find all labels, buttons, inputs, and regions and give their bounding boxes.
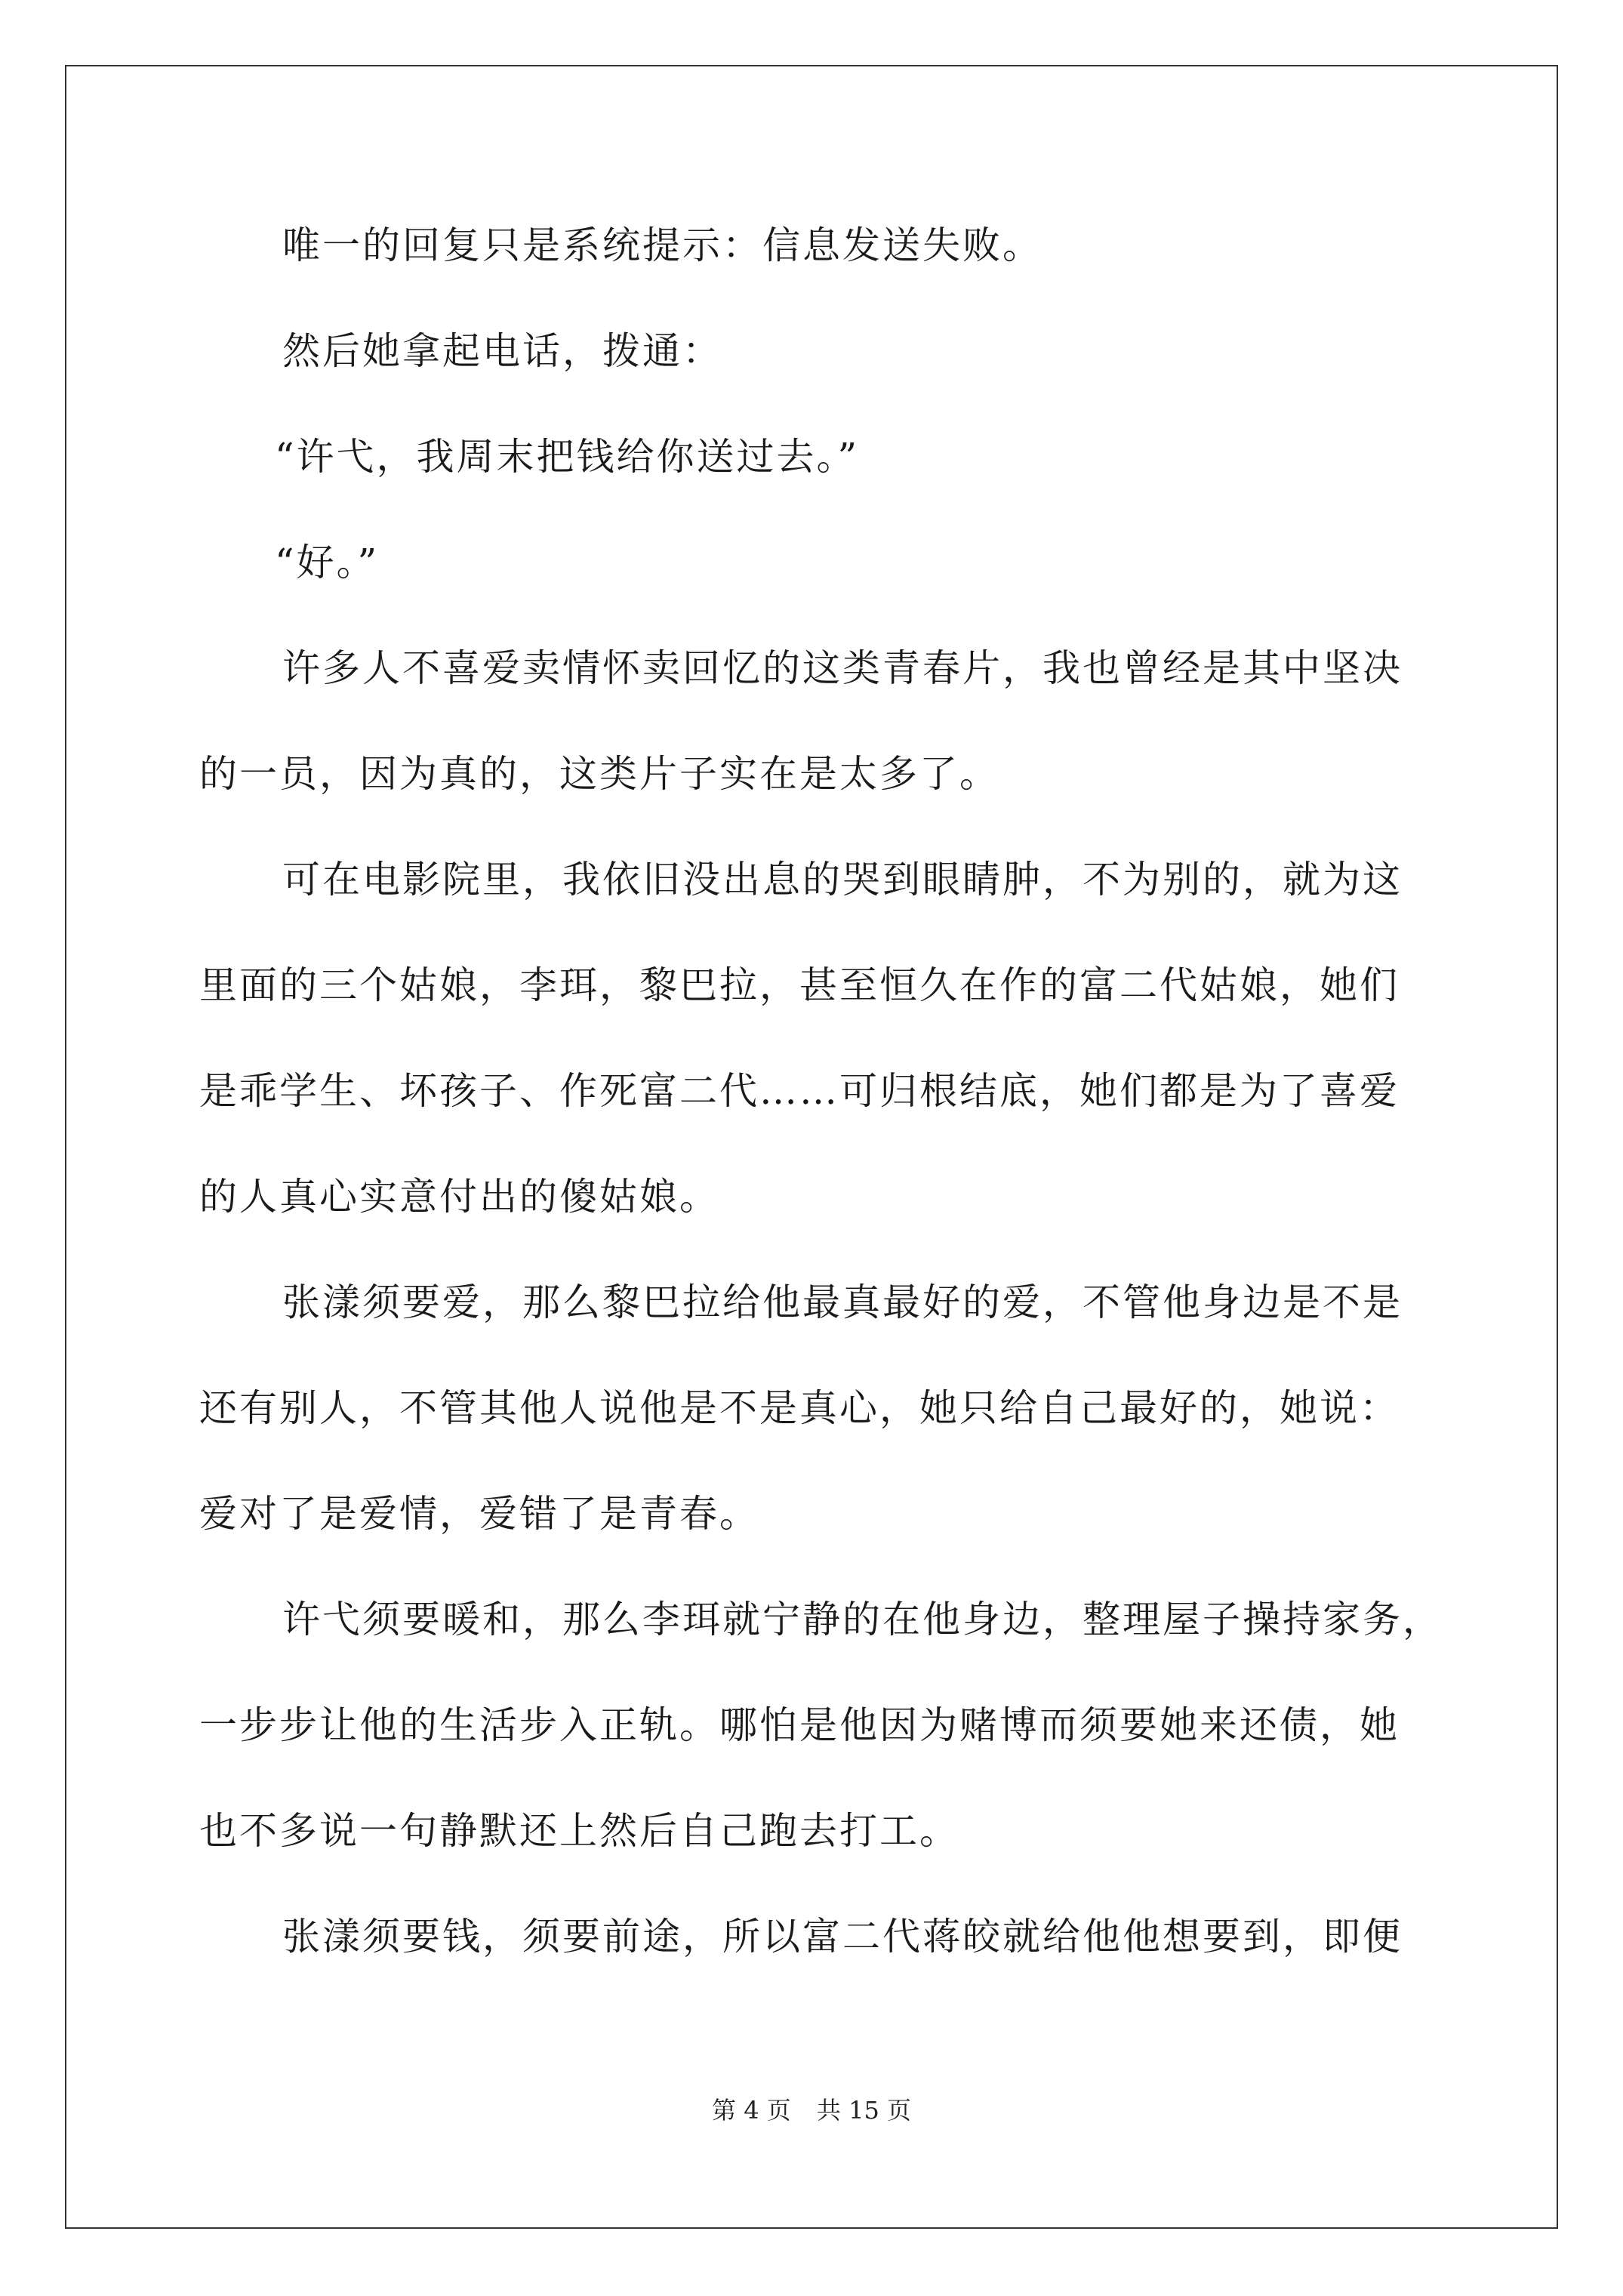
paragraph-line: 许弋须要暖和，那么李珥就宁静的在他身边，整理屋子操持家务， <box>282 1598 1443 1641</box>
paragraph-line: 张漾须要爱，那么黎巴拉给他最真最好的爱，不管他身边是不是 <box>282 1281 1403 1324</box>
paragraph-line: 也不多说一句静默还上然后自己跑去打工。 <box>199 1809 959 1853</box>
paragraph-line: 里面的三个姑娘，李珥，黎巴拉，甚至恒久在作的富二代姑娘，她们 <box>199 963 1400 1007</box>
paragraph-line: 爱对了是爱情，爱错了是青春。 <box>199 1492 759 1536</box>
paragraph-line: “好。” <box>275 541 380 584</box>
page-number-current: 第 4 页 <box>712 2096 791 2125</box>
paragraph-line: 的人真心实意付出的傻姑娘。 <box>199 1175 719 1219</box>
paragraph-line: 还有别人，不管其他人说他是不是真心，她只给自己最好的，她说： <box>199 1386 1400 1430</box>
page-border <box>65 65 1558 2229</box>
paragraph-line: 的一员，因为真的，这类片子实在是太多了。 <box>199 752 999 796</box>
page-number-total: 共 15 页 <box>816 2096 911 2125</box>
paragraph-line: 张漾须要钱，须要前途，所以富二代蒋皎就给他他想要到，即便 <box>282 1915 1403 1959</box>
paragraph-line: 然后她拿起电话，拨通： <box>282 329 722 373</box>
paragraph-line: 是乖学生、坏孩子、作死富二代……可归根结底，她们都是为了喜爱 <box>199 1069 1400 1113</box>
paragraph-line: 唯一的回复只是系统提示：信息发送失败。 <box>282 223 1042 267</box>
paragraph-line: 一步步让他的生活步入正轨。哪怕是他因为赌博而须要她来还债，她 <box>199 1703 1400 1747</box>
paragraph-line: 许多人不喜爱卖情怀卖回忆的这类青春片，我也曾经是其中坚决 <box>282 646 1403 690</box>
paragraph-line: 可在电影院里，我依旧没出息的哭到眼睛肿，不为别的，就为这 <box>282 858 1403 901</box>
paragraph-line: “许弋，我周末把钱给你送过去。” <box>275 435 860 479</box>
page-footer <box>0 2095 1623 2125</box>
